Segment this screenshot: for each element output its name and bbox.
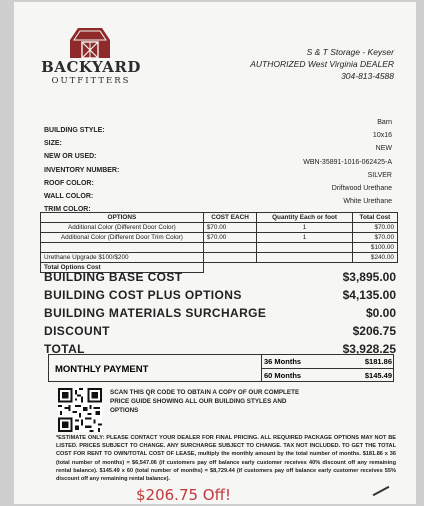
handwritten-discount-note: $206.75 Off! — [136, 486, 231, 504]
dealer-info — [250, 46, 394, 82]
spec-labels — [44, 124, 119, 216]
option-total: $70.00 — [352, 223, 397, 233]
total-label: TOTAL — [44, 342, 85, 356]
cost-plus-options-value: $4,135.00 — [342, 288, 396, 302]
term-36-months: 36 Months — [264, 357, 302, 366]
price-sheet — [14, 2, 416, 504]
summary-row-surcharge — [44, 306, 396, 324]
option-name: Urethane Upgrade $100/$200 — [41, 253, 204, 263]
option-qty — [257, 243, 353, 253]
total-options-cost-label: Total Options Cost — [41, 263, 204, 273]
monthly-payment-label: MONTHLY PAYMENT — [55, 364, 149, 375]
cost-plus-options-label: BUILDING COST PLUS OPTIONS — [44, 288, 242, 302]
monthly-payment-options — [261, 355, 394, 381]
spec-value-trim: White Urethane — [343, 198, 392, 206]
spec-label-style: BUILDING STYLE: — [44, 127, 105, 134]
option-cost — [203, 243, 257, 253]
dealer-name: S & T Storage - Keyser — [306, 47, 394, 57]
header-quantity: Quantity Each or foot — [257, 213, 353, 223]
term-60-months: 60 Months — [264, 371, 302, 380]
discount-label: DISCOUNT — [44, 324, 110, 338]
base-cost-label: BUILDING BASE COST — [44, 270, 183, 284]
spec-value-roof: SILVER — [367, 171, 392, 179]
discount-value: $206.75 — [352, 324, 396, 338]
option-total: $70.00 — [352, 233, 397, 243]
monthly-row-36 — [262, 355, 394, 369]
option-qty: 1 — [257, 223, 353, 233]
option-total: $100.00 — [352, 243, 397, 253]
header-options: OPTIONS — [41, 213, 204, 223]
summary-row-base — [44, 270, 396, 288]
estimate-disclaimer: *ESTIMATE ONLY: PLEASE CONTACT YOUR DEALER FOR FINAL PRICING. ALL REQUIRED PACKAGE OPTIONS MAY NOT BE LISTED. PRICES SUBJECT TO CHANGE. ANY SURCHARGE SUBJECT TO CHANGE. TAX NOT INCLUDED. TO GET THE TOTAL COST FOR RENT TO OWN/TOTAL COST OF LEASE, multiply the monthly amount by the total number of months. $181.86 x 36 (total number of months) = $6,547.06 (if customers pay off balance early customer receives 40% discount off any remaining rental balance). $145.49 x 60 (total number of months) = $8,729.44 (if customers pay off balance early customer receives 55% discount off any remaining rental balance). — [56, 435, 396, 483]
qr-instructions: SCAN THIS QR CODE TO OBTAIN A COPY OF OUR COMPLETE PRICE GUIDE SHOWING ALL OUR BUILDING STYLES AND OPTIONS — [110, 389, 300, 414]
amount-60-months: $145.49 — [364, 371, 392, 380]
qr-code-icon — [58, 388, 102, 432]
table-row — [41, 253, 398, 263]
header-cost-each: COST EACH — [203, 213, 257, 223]
option-name: Additional Color (Different Door Trim Color) — [41, 233, 204, 243]
options-table — [40, 212, 398, 273]
logo-word-outfitters: OUTFITTERS — [51, 76, 131, 86]
spec-label-inventory: INVENTORY NUMBER: — [44, 166, 120, 174]
summary-row-options — [44, 288, 396, 306]
option-cost: $70.00 — [203, 223, 257, 233]
barn-icon — [66, 24, 114, 60]
option-cost — [203, 253, 257, 263]
spec-label-condition: NEW OR USED: — [44, 153, 97, 161]
spec-label-roof: ROOF COLOR: — [44, 179, 94, 187]
cost-summary — [44, 270, 396, 360]
spec-label-wall: WALL COLOR: — [44, 193, 94, 201]
logo-word-backyard: BACKYARD — [41, 58, 141, 76]
options-header-row — [41, 213, 398, 223]
spec-label-size: SIZE: — [44, 140, 62, 148]
option-total: $240.00 — [352, 253, 397, 263]
amount-36-months: $181.86 — [364, 357, 392, 366]
monthly-payment-box — [48, 354, 394, 382]
table-row — [41, 223, 398, 233]
surcharge-label: BUILDING MATERIALS SURCHARGE — [44, 306, 267, 320]
option-name: Additional Color (Different Door Color) — [41, 223, 204, 233]
option-qty: 1 — [257, 233, 353, 243]
spec-label-trim: TRIM COLOR: — [44, 206, 91, 214]
summary-row-discount — [44, 324, 396, 342]
spec-value-wall: Driftwood Urethane — [331, 185, 392, 193]
option-name — [41, 243, 204, 253]
option-qty — [257, 253, 353, 263]
backyard-outfitters-logo — [36, 24, 146, 86]
spec-value-style: Barn — [377, 119, 392, 126]
monthly-row-60 — [262, 369, 394, 382]
surcharge-value: $0.00 — [365, 306, 396, 320]
header-total-cost: Total Cost — [352, 213, 397, 223]
pen-mark — [373, 486, 390, 496]
spec-values — [303, 116, 392, 208]
table-row — [41, 233, 398, 243]
spec-value-inventory: WBN-35891-1016-062425-A — [303, 158, 392, 166]
table-row — [41, 243, 398, 253]
dealer-phone: 304-813-4588 — [341, 71, 394, 81]
option-cost: $70.00 — [203, 233, 257, 243]
spec-value-size: 10x16 — [372, 132, 392, 140]
dealer-tagline: AUTHORIZED West Virginia DEALER — [250, 59, 394, 69]
base-cost-value: $3,895.00 — [342, 270, 396, 284]
spec-value-condition: NEW — [375, 145, 392, 153]
total-value: $3,928.25 — [342, 342, 396, 356]
